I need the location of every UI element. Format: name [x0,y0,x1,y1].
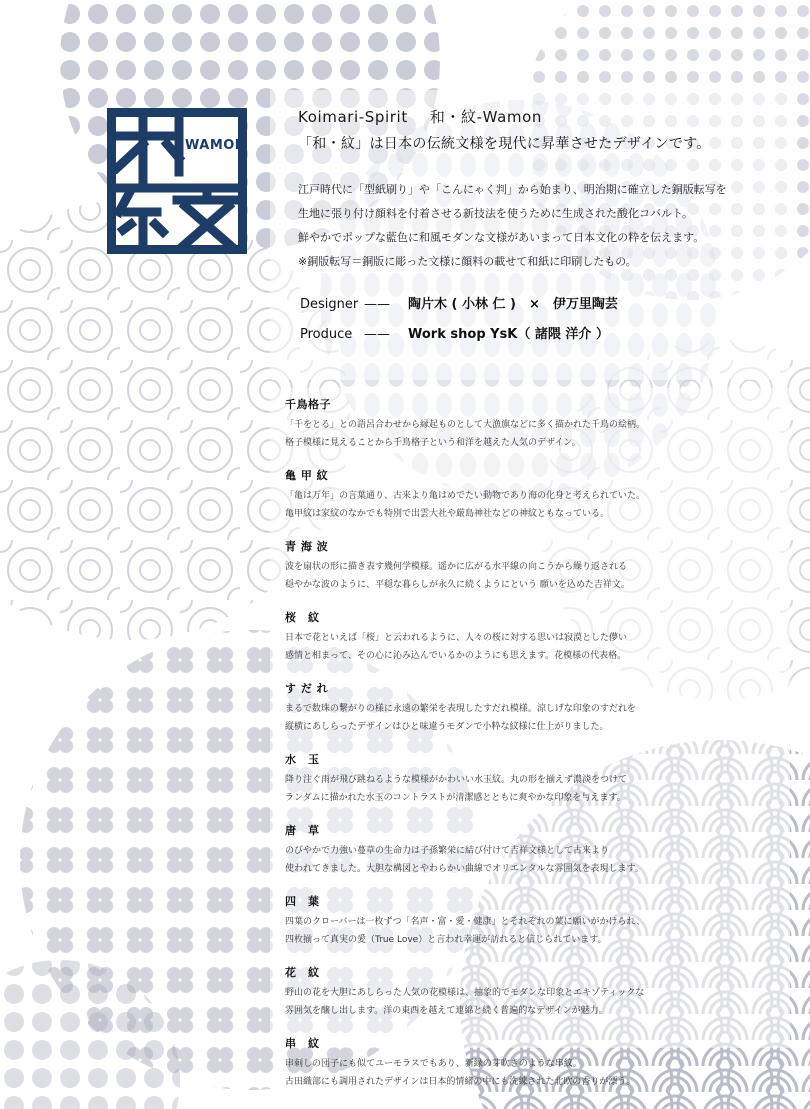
header [298,106,778,153]
pattern-sudare [285,680,785,736]
pattern-desc: 四葉のクローバーは一枚ずつ「名声・富・愛・健康」とそれぞれの葉に願いがかけられ、 [285,917,646,927]
pattern-desc: 縦横にあしらったデザインはひと味違うモダンで小粋な紋様に仕上がりました。 [285,722,609,732]
pattern-desc: 野山の花を大胆にあしらった人気の花模様は、抽象的でモダンな印象とエキゾティックな [285,988,645,998]
wamon-logo-text: WAMON [185,138,247,153]
pattern-list [285,396,785,1106]
pattern-desc: 古田織部にも調用されたデザインは日本的情緒の中にも洗練された北欧の香りが漂う。 [285,1077,636,1087]
pattern-kushimon [285,1035,785,1091]
pattern-desc: 格子模様に見えることから千鳥格子という和洋を越えた人気のデザイン。 [285,438,581,448]
pattern-desc: 雰囲気を醸し出します。洋の東西を越えて連綿と続く普遍的なデザインが魅力。 [285,1006,608,1016]
pattern-title: 串 紋 [285,1037,320,1050]
intro-line: 江戸時代に「型紙刷り」や「こんにゃく判」から始まり、明治期に確立した銅版転写を [298,183,727,196]
product-title [298,106,778,127]
pattern-desc: 感情と相まって、その心に沁み込んでいるかのようにも思えます。花模様の代表格。 [285,651,627,661]
pattern-desc: 串刺しの団子にも似てユーモラスでもあり、新緑の芽吹きのような串紋。 [285,1059,582,1069]
pattern-title: 千鳥格子 [285,398,331,411]
pattern-mizutama [285,751,785,807]
title-en: Koimari-Spirit [298,108,408,126]
pattern-title: 亀 甲 紋 [285,469,329,482]
intro-line: ※銅版転写＝銅版に彫った文様に顔料の載せて和紙に印刷したもの。 [298,255,637,268]
pattern-sakura [285,609,785,665]
pattern-desc: 波を扇状の形に描き表す幾何学模様。遥かに広がる水平線の向こうから繰り返される [285,562,628,572]
pattern-desc: 使われてきました。大胆な構図とやわらかい曲線でオリエンタルな雰囲気を表現します。 [285,864,644,874]
designer-value: 陶片木 ( 小林 仁 ) × 伊万里陶芸 [408,297,618,312]
wamon-logo-mark [107,108,247,254]
pattern-desc: 亀甲紋は家紋のなかでも特別で出雲大社や厳島神社などの神紋ともなっている。 [285,509,610,519]
pattern-kikko [285,467,785,523]
intro-line: 生地に張り付け顔料を付着させる新技法を使うために生成された酸化コバルト。 [298,207,694,220]
pattern-karakusa [285,822,785,878]
pattern-chidori [285,396,785,452]
pattern-desc: 「千をとる」との語呂合わせから縁起ものとして大漁旗などに多く描かれた千鳥の絵柄。 [285,420,646,430]
tagline: 「和・紋」は日本の伝統文様を現代に昇華させたデザインです。 [298,136,711,152]
pattern-desc: のびやかで力強い蔓草の生命力は子孫繁栄に結び付けて吉祥文様として古来より [285,846,610,856]
produce-credit [300,320,780,350]
pattern-desc: 「亀は万年」の言葉通り、古来より亀はめでたい動物であり海の化身と考えられていた。 [285,491,646,501]
pattern-hanamon [285,964,785,1020]
pattern-yotsuba [285,893,785,949]
pattern-title: 青 海 波 [285,540,329,553]
pattern-title: す だ れ [285,682,329,695]
credits [300,290,780,350]
credit-dash: —— [364,327,390,342]
intro-line: 鮮やかでポップな藍色に和風モダンな文様があいまって日本文化の粋を伝えます。 [298,231,705,244]
pattern-desc: 降り注ぐ雨が飛び跳ねるような模様がかわいい水玉紋。丸の形を揃えず濃淡をつけて [285,775,628,785]
designer-label: Designer [300,297,359,312]
produce-value: Work shop YsK（ 諸隈 洋介 ） [408,327,609,342]
pattern-title: 花 紋 [285,966,320,979]
wamon-logo [107,108,247,254]
pattern-seigaiha [285,538,785,594]
pattern-desc: 四枚揃って真実の愛（True Love）と言われ幸運が訪れると信じられています。 [285,935,607,945]
pattern-title: 四 葉 [285,895,320,908]
pattern-desc: ランダムに描かれた水玉のコントラストが清潔感とともに爽やかな印象を与えます。 [285,793,626,803]
credit-dash: —— [364,297,390,312]
pattern-title: 唐 草 [285,824,320,837]
title-jp: 和・紋-Wamon [429,108,542,126]
pattern-title: 桜 紋 [285,611,320,624]
produce-label: Produce [300,327,353,342]
intro-text [298,178,778,274]
pattern-desc: 穏やかな波のように、平穏な暮らしが永久に続くようにという 願いを込めた吉祥文。 [285,580,630,590]
designer-credit [300,290,780,320]
pattern-desc: 日本で花といえば「桜」と云われるように、人々の桜に対する思いは寂漠とした儚い [285,633,628,643]
pattern-desc: まるで数珠の繋がりの様に永遠の繁栄を表現したすだれ模様。涼しげな印象のすだれを [285,704,636,714]
pattern-title: 水 玉 [285,753,320,766]
